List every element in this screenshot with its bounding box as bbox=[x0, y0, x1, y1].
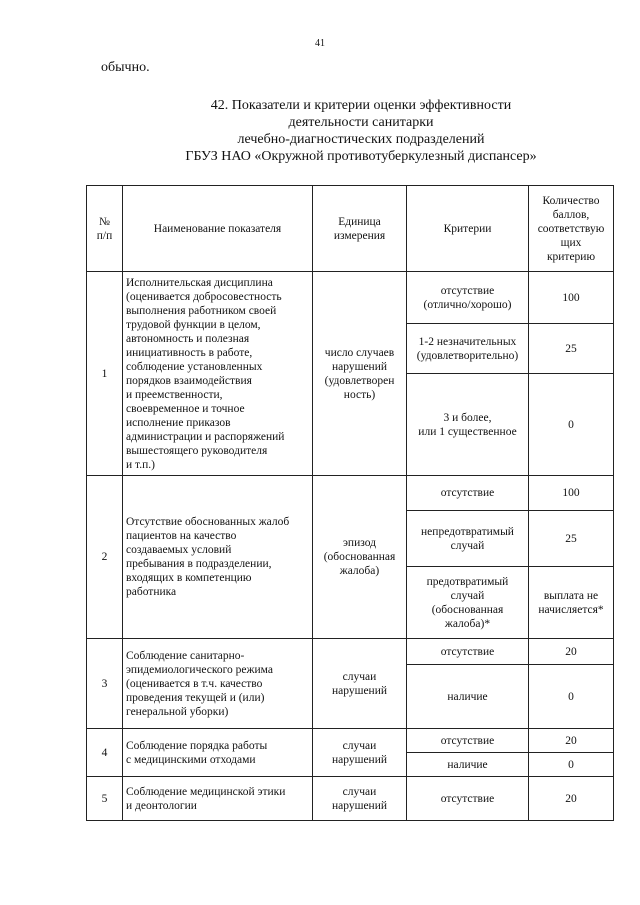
criterion: наличие bbox=[407, 665, 529, 729]
score: 20 bbox=[529, 639, 614, 665]
score: 0 bbox=[529, 753, 614, 777]
row-number: 5 bbox=[87, 777, 123, 821]
indicator-name: Соблюдение порядка работы с медицинскими отходами bbox=[123, 729, 313, 777]
title-line: лечебно-диагностических подразделений bbox=[237, 132, 485, 147]
row-number: 3 bbox=[87, 639, 123, 729]
indicator-name: Соблюдение санитарно- эпидемиологического режима (оценивается в т.ч. качество проведения текущей и (или) генеральной уборки) bbox=[123, 639, 313, 729]
header-unit: Единица измерения bbox=[313, 186, 407, 272]
header-score: Количество баллов, соответствую щих критерию bbox=[529, 186, 614, 272]
unit-of-measure: случаи нарушений bbox=[313, 777, 407, 821]
criterion: 3 и более, или 1 существенное bbox=[407, 374, 529, 476]
table-row bbox=[87, 476, 614, 511]
criterion: непредотвратимый случай bbox=[407, 511, 529, 567]
row-number: 1 bbox=[87, 272, 123, 476]
criterion: отсутствие bbox=[407, 777, 529, 821]
score: 20 bbox=[529, 777, 614, 821]
table-row bbox=[87, 272, 614, 324]
previous-page-text: обычно. bbox=[101, 60, 150, 75]
criteria-table bbox=[86, 185, 614, 821]
criterion: отсутствие (отлично/хорошо) bbox=[407, 272, 529, 324]
score: 20 bbox=[529, 729, 614, 753]
criterion: отсутствие bbox=[407, 729, 529, 753]
score: 100 bbox=[529, 272, 614, 324]
table-row bbox=[87, 777, 614, 821]
indicator-name: Соблюдение медицинской этики и деонтологии bbox=[123, 777, 313, 821]
criterion: отсутствие bbox=[407, 476, 529, 511]
score: 0 bbox=[529, 665, 614, 729]
row-number: 2 bbox=[87, 476, 123, 639]
table-row bbox=[87, 729, 614, 753]
header-name: Наименование показателя bbox=[123, 186, 313, 272]
score: 25 bbox=[529, 324, 614, 374]
row-number: 4 bbox=[87, 729, 123, 777]
criterion: отсутствие bbox=[407, 639, 529, 665]
unit-of-measure: эпизод (обоснованная жалоба) bbox=[313, 476, 407, 639]
indicator-name: Отсутствие обоснованных жалоб пациентов на качество создаваемых условий пребывания в подразделении, входящих в компетенцию работника bbox=[123, 476, 313, 639]
score: выплата не начисляется* bbox=[529, 567, 614, 639]
table-header-row bbox=[87, 186, 614, 272]
criterion: 1-2 незначительных (удовлетворительно) bbox=[407, 324, 529, 374]
page-number: 41 bbox=[315, 38, 325, 49]
unit-of-measure: случаи нарушений bbox=[313, 729, 407, 777]
title-line: ГБУЗ НАО «Окружной противотуберкулезный диспансер» bbox=[185, 149, 537, 164]
section-title bbox=[101, 97, 621, 165]
header-num: № п/п bbox=[87, 186, 123, 272]
score: 100 bbox=[529, 476, 614, 511]
score: 0 bbox=[529, 374, 614, 476]
score: 25 bbox=[529, 511, 614, 567]
criterion: наличие bbox=[407, 753, 529, 777]
table-row bbox=[87, 639, 614, 665]
indicator-name: Исполнительская дисциплина (оценивается добросовестность выполнения работником своей трудовой функции в целом, автономность и полезная инициативность в работе, соблюдение установленных порядков взаимодействия и преемственности, своевременное и точное исполнение приказов администрации и распоряжений вышестоящего руководителя и т.п.) bbox=[123, 272, 313, 476]
title-line: 42. Показатели и критерии оценки эффективности bbox=[210, 98, 512, 113]
title-line: деятельности санитарки bbox=[288, 115, 434, 130]
criterion: предотвратимый случай (обоснованная жалоба)* bbox=[407, 567, 529, 639]
unit-of-measure: случаи нарушений bbox=[313, 639, 407, 729]
unit-of-measure: число случаев нарушений (удовлетворен ность) bbox=[313, 272, 407, 476]
header-criteria: Критерии bbox=[407, 186, 529, 272]
